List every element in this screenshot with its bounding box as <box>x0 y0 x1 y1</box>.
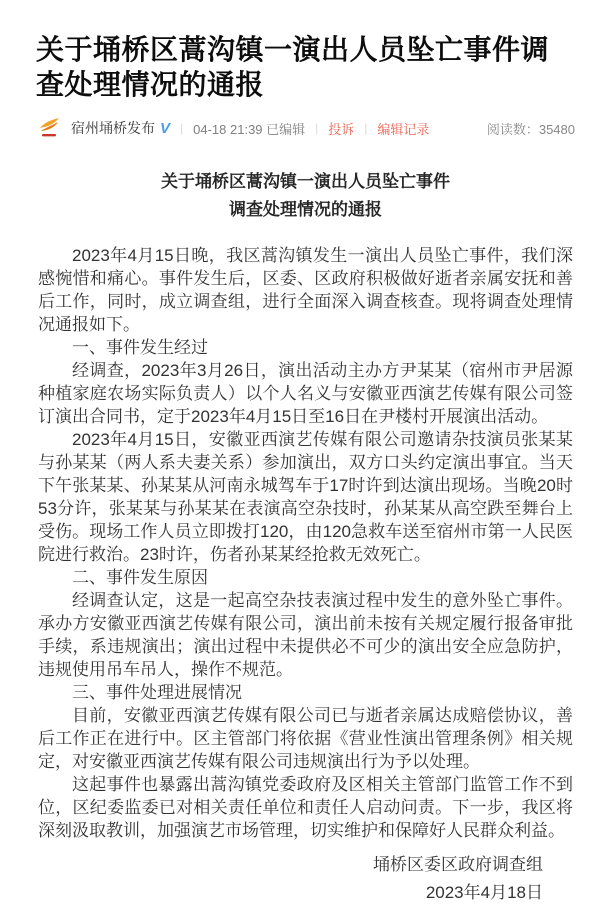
separator: | <box>180 121 184 135</box>
meta-bar <box>36 115 575 141</box>
article-body <box>38 168 573 907</box>
section-heading: 三、事件处理进展情况 <box>72 683 242 702</box>
section-heading: 一、事件发生经过 <box>72 338 208 357</box>
signature-date: 2023年4月18日 <box>425 883 543 902</box>
complaint-link[interactable]: 投诉 <box>328 121 355 137</box>
article-paragraph: 2023年4月15日，安徽亚西演艺传媒有限公司邀请杂技演员张某某与孙某某（两人系夫妻关系）参加演出，双方口头约定演出事宜。当天下午张某某、孙某某从河南永城驾车于17时许到达演出现场。当晚20时53分许，张某某与孙某某在表演高空杂技时，孙某某从高空跌至舞台上受伤。现场工作人员立即拨打120，由120急救车送至宿州市第一人民医院进行救治。23时许，伤者孙某某经抢救无效死亡。 <box>38 430 573 564</box>
page-title: 关于埇桥区蒿沟镇一演出人员坠亡事件调查处理情况的通报 <box>36 34 550 100</box>
section-heading: 二、事件发生原因 <box>72 568 208 587</box>
article-title-line1: 关于埇桥区蒿沟镇一演出人员坠亡事件 <box>161 172 450 191</box>
publisher-logo-icon[interactable] <box>36 115 62 141</box>
separator: | <box>315 121 319 135</box>
article-paragraph: 2023年4月15日晚，我区蒿沟镇发生一演出人员坠亡事件，我们深感惋惜和痛心。事件发生后，区委、区政府积极做好逝者亲属安抚和善后工作，同时，成立调查组，进行全面深入调查核查。现将调查处理情况通报如下。 <box>38 246 573 334</box>
article-title-line2: 调查处理情况的通报 <box>229 200 382 219</box>
article-paragraph: 经调查，2023年3月26日，演出活动主办方尹某某（宿州市尹居源种植家庭农场实际负责人）以个人名义与安徽亚西演艺传媒有限公司签订演出合同书，定于2023年4月15日至16日在尹楼村开展演出活动。 <box>38 361 573 426</box>
article-paragraph: 目前，安徽亚西演艺传媒有限公司已与逝者亲属达成赔偿协议，善后工作正在进行中。区主管部门将依据《营业性演出管理条例》相关规定，对安徽亚西演艺传媒有限公司违规演出行为予以处理。 <box>38 706 573 771</box>
verified-badge-icon: V <box>160 119 171 137</box>
read-count: 阅读数：35480 <box>486 121 575 137</box>
article-page <box>0 32 611 902</box>
article-paragraph: 经调查认定，这是一起高空杂技表演过程中发生的意外坠亡事件。承办方安徽亚西演艺传媒有限公司，演出前未按有关规定履行报备审批手续，系违规演出；演出过程中未提供必不可少的演出安全应急防护，违规使用吊车吊人，操作不规范。 <box>38 591 573 679</box>
signature-org: 埇桥区委区政府调查组 <box>373 855 543 874</box>
article-text <box>38 244 573 842</box>
signature-block <box>38 851 573 907</box>
publisher-name[interactable]: 宿州埇桥发布 <box>71 120 155 136</box>
article-paragraph: 这起事件也暴露出蒿沟镇党委政府及区相关主管部门监管工作不到位，区纪委监委已对相关责任单位和责任人启动问责。下一步，我区将深刻汲取教训，加强演艺市场管理，切实维护和保障好人民群众利益。 <box>38 775 573 840</box>
separator: | <box>364 121 368 135</box>
edit-history-link[interactable]: 编辑记录 <box>377 121 430 137</box>
edit-time: 04-18 21:39 已编辑 <box>193 121 306 137</box>
